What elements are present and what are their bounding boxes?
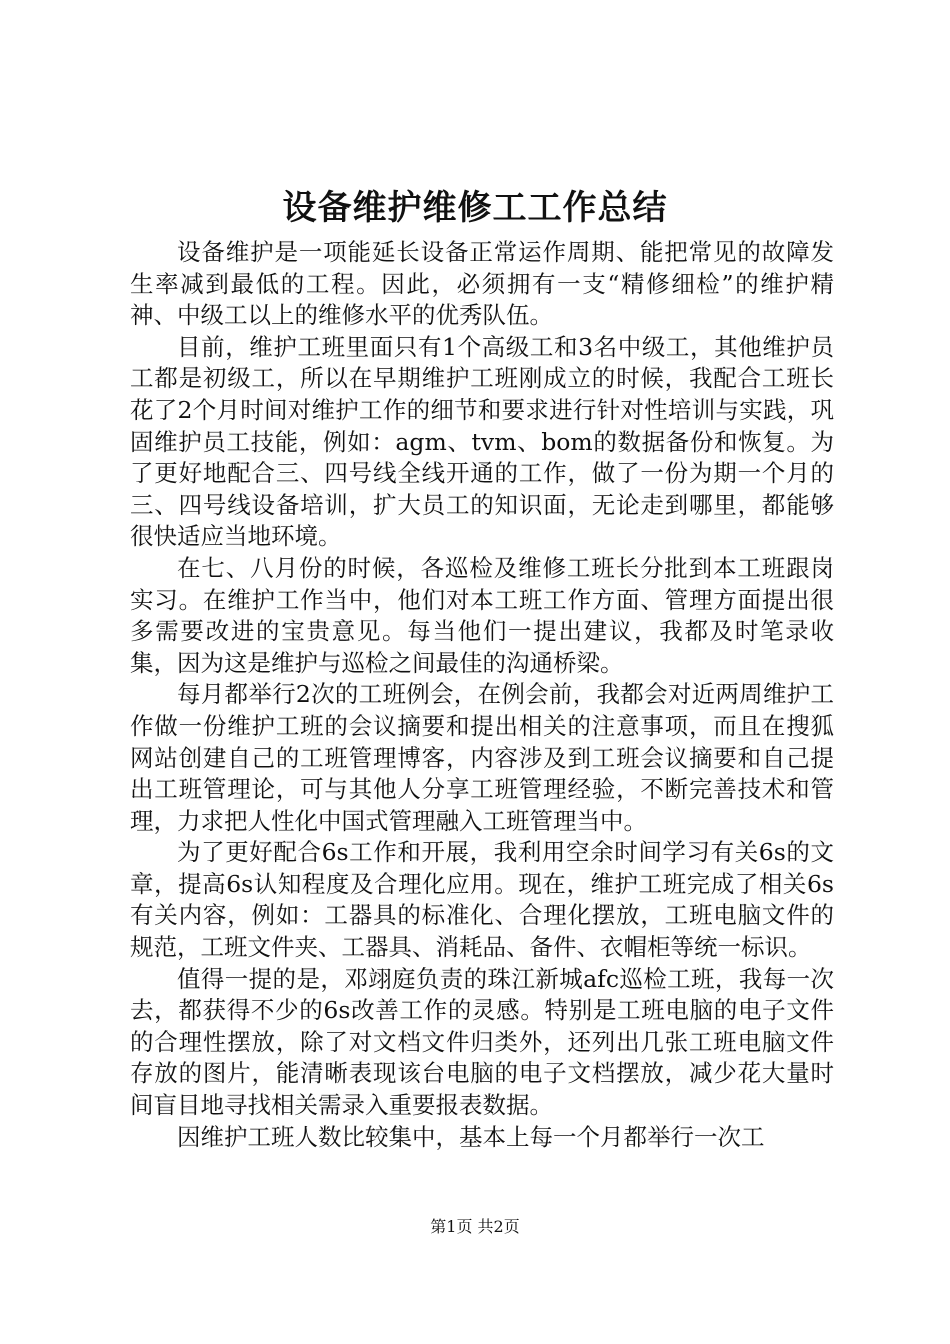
- paragraph-4: 每月都举行2次的工班例会，在例会前，我都会对近两周维护工作做一份维护工班的会议摘要和提出相关的注意事项，而且在搜狐网站创建自己的工班管理博客，内容涉及到工班会议摘要和自己提出工班管理论，可与其他人分享工班管理经验，不断完善技术和管理，力求把人性化中国式管理融入工班管理当中。: [130, 680, 834, 835]
- paragraph-7: 因维护工班人数比较集中，基本上每一个月都举行一次工: [177, 1122, 765, 1151]
- paragraph-6: 值得一提的是，邓翊庭负责的珠江新城afc巡检工班，我每一次去，都获得不少的6s改善工作的灵感。特别是工班电脑的电子文件的合理性摆放，除了对文档文件归类外，还列出几张工班电脑文件存放的图片，能清晰表现该台电脑的电子文档摆放，减少花大量时间盲目地寻找相关需录入重要报表数据。: [130, 964, 834, 1120]
- paragraph-1: 设备维护是一项能延长设备正常运作周期、能把常见的故障发生率减到最低的工程。因此，必须拥有一支“精修细检”的维护精神、中级工以上的维修水平的优秀队伍。: [130, 238, 834, 330]
- document-title: 设备维护维修工工作总结: [282, 188, 668, 228]
- page-indicator: 第1页 共2页: [430, 1217, 520, 1236]
- paragraph-3: 在七、八月份的时候，各巡检及维修工班长分批到本工班跟岗实习。在维护工作当中，他们对本工班工作方面、管理方面提出很多需要改进的宝贵意见。每当他们一提出建议，我都及时笔录收集，因为这是维护与巡检之间最佳的沟通桥梁。: [130, 553, 834, 677]
- paragraph-5: 为了更好配合6s工作和开展，我利用空余时间学习有关6s的文章，提高6s认知程度及合理化应用。现在，维护工班完成了相关6s有关内容，例如：工器具的标准化、合理化摆放，工班电脑文件的规范，工班文件夹、工器具、消耗品、备件、衣帽柜等统一标识。: [130, 838, 834, 962]
- paragraph-2: 目前，维护工班里面只有1个高级工和3名中级工，其他维护员工都是初级工，所以在早期维护工班刚成立的时候，我配合工班长花了2个月时间对维护工作的细节和要求进行针对性培训与实践，巩固维护员工技能，例如：agm、tvm、bom的数据备份和恢复。为了更好地配合三、四号线全线开通的工作，做了一份为期一个月的三、四号线设备培训，扩大员工的知识面，无论走到哪里，都能够很快适应当地环境。: [130, 332, 834, 551]
- page-footer: [0, 1216, 950, 1238]
- document-body: [130, 237, 834, 1153]
